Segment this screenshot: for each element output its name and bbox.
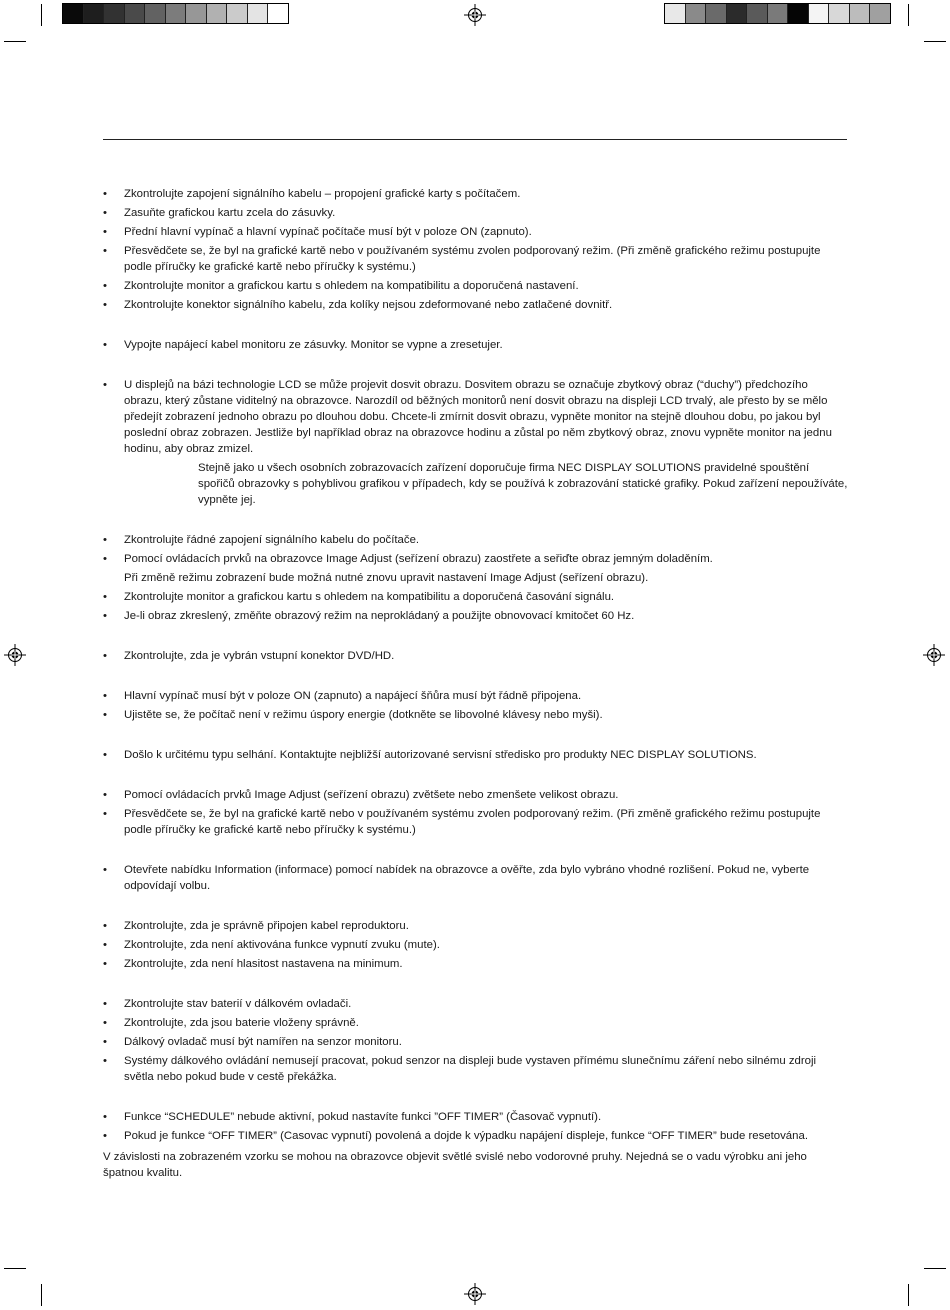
section-1 <box>103 186 848 313</box>
color-swatch <box>686 4 707 23</box>
color-swatch <box>207 4 228 23</box>
color-swatch <box>809 4 830 23</box>
list-item: • Zkontrolujte, zda je vybrán vstupní konektor DVD/HD. <box>103 648 848 664</box>
list-item: • Přední hlavní vypínač a hlavní vypínač počítače musí být v poloze ON (zapnuto). <box>103 224 848 240</box>
section-2 <box>103 337 848 353</box>
color-swatch <box>63 4 84 23</box>
section-4 <box>103 532 848 624</box>
list-item: • Pomocí ovládacích prvků na obrazovce Image Adjust (seřízení obrazu) zaostřete a seřiďte obraz jemným doladěním. <box>103 551 848 567</box>
list-item: • U displejů na bázi technologie LCD se může projevit dosvit obrazu. Dosvitem obrazu se označuje zbytkový obraz (“duchy”) předchozího obrazu, který zůstane viditelný na obrazovce. Narozdíl od běžných monitorů není dosvit obrazu na displeji LCD trvalý, ale přesto by se mělo předejít zobrazení jednoho obrazu po dlouhou dobu. Chcete-li zmírnit dosvit obrazu, vypněte monitor na stejně dlouhou dobu, po jakou byl poslední obraz zobrazen. Jestliže byl například obraz na obrazovce hodinu a zůstal po něm zbytkový obraz, znovu vypněte monitor na jednu hodinu, aby obraz zmizel. <box>103 377 848 457</box>
list-item: • Zkontrolujte stav baterií v dálkovém ovladači. <box>103 996 848 1012</box>
grayscale-swatch-bar-left <box>62 3 289 24</box>
grayscale-swatch-bar-right <box>664 3 891 24</box>
color-swatch <box>104 4 125 23</box>
color-swatch <box>248 4 269 23</box>
section-7 <box>103 747 848 763</box>
header-rule <box>103 139 847 140</box>
final-paragraph: V závislosti na zobrazeném vzorku se mohou na obrazovce objevit světlé svislé nebo vodorovné pruhy. Nejedná se o vadu výrobku ani jeho špatnou kvalitu. <box>103 1151 807 1179</box>
note-paragraph: Stejně jako u všech osobních zobrazovacích zařízení doporučuje firma NEC DISPLAY SOLUTIONS pravidelné spouštění spořičů obrazovky s pohyblivou grafikou v případech, kdy se používá k zobrazování statické grafiky. Pokud zařízení nepoužíváte, vypněte jej. <box>198 462 848 506</box>
list-item: • Funkce “SCHEDULE” nebude aktivní, pokud nastavíte funkci ”OFF TIMER” (Časovač vypnutí). <box>103 1109 848 1125</box>
list-item: • Zkontrolujte konektor signálního kabelu, zda kolíky nejsou zdeformované nebo zatlačené dovnitř. <box>103 297 848 313</box>
registration-mark-left-icon <box>4 644 26 666</box>
section-10 <box>103 918 848 972</box>
section-8 <box>103 787 848 838</box>
color-swatch <box>747 4 768 23</box>
section-6 <box>103 688 848 723</box>
list-item: • Ujistěte se, že počítač není v režimu úspory energie (dotkněte se libovolné klávesy nebo myši). <box>103 707 848 723</box>
color-swatch <box>166 4 187 23</box>
color-swatch <box>227 4 248 23</box>
list-item: • Systémy dálkového ovládání nemusejí pracovat, pokud senzor na displeji bude vystaven přímému slunečnímu záření nebo silnému zdroji světla nebo pokud bude v cestě překážka. <box>103 1053 848 1085</box>
color-swatch <box>829 4 850 23</box>
section-11 <box>103 996 848 1085</box>
list-item: • Zkontrolujte, zda jsou baterie vloženy správně. <box>103 1015 848 1031</box>
list-item-continuation: Při změně režimu zobrazení bude možná nutné znovu upravit nastavení Image Adjust (seřízení obrazu). <box>124 572 649 584</box>
crop-mark-top-right-horizontal <box>924 41 946 42</box>
list-item: • Pomocí ovládacích prvků Image Adjust (seřízení obrazu) zvětšete nebo zmenšete velikost obrazu. <box>103 787 848 803</box>
crop-mark-bottom-right-vertical <box>908 1284 909 1306</box>
list-item: • Zasuňte grafickou kartu zcela do zásuvky. <box>103 205 848 221</box>
list-item: • Zkontrolujte monitor a grafickou kartu s ohledem na kompatibilitu a doporučená nastavení. <box>103 278 848 294</box>
list-item: • Zkontrolujte monitor a grafickou kartu s ohledem na kompatibilitu a doporučená časování signálu. <box>103 589 848 605</box>
section-3 <box>103 377 848 508</box>
color-swatch <box>84 4 105 23</box>
registration-mark-top-icon <box>464 4 486 26</box>
list-item: • Otevřete nabídku Information (informace) pomocí nabídek na obrazovce a ověřte, zda bylo vybráno vhodné rozlišení. Pokud ne, vyberte odpovídají volbu. <box>103 862 848 894</box>
color-swatch <box>870 4 890 23</box>
color-swatch <box>145 4 166 23</box>
crop-mark-bottom-right-horizontal <box>924 1268 946 1269</box>
color-swatch <box>186 4 207 23</box>
list-item: • Zkontrolujte, zda není hlasitost nastavena na minimum. <box>103 956 848 972</box>
registration-mark-bottom-icon <box>464 1283 486 1305</box>
section-9 <box>103 862 848 894</box>
list-item: • Zkontrolujte, zda není aktivována funkce vypnutí zvuku (mute). <box>103 937 848 953</box>
color-swatch <box>768 4 789 23</box>
color-swatch <box>727 4 748 23</box>
list-item: • Došlo k určitému typu selhání. Kontaktujte nejbližší autorizované servisní středisko pro produkty NEC DISPLAY SOLUTIONS. <box>103 747 848 763</box>
list-item: • Je-li obraz zkreslený, změňte obrazový režim na neprokládaný a použijte obnovovací kmitočet 60 Hz. <box>103 608 848 624</box>
list-item: • Zkontrolujte, zda je správně připojen kabel reproduktoru. <box>103 918 848 934</box>
section-5 <box>103 648 848 664</box>
crop-mark-bottom-left-horizontal <box>4 1268 26 1269</box>
troubleshooting-content <box>103 186 848 1181</box>
color-swatch <box>706 4 727 23</box>
section-12 <box>103 1109 848 1144</box>
color-swatch <box>788 4 809 23</box>
list-item: • Přesvědčete se, že byl na grafické kartě nebo v používaném systému zvolen podporovaný režim. (Při změně grafického režimu postupujte podle příručky ke grafické kartě nebo příručky k systému.) <box>103 243 848 275</box>
list-item: • Hlavní vypínač musí být v poloze ON (zapnuto) a napájecí šňůra musí být řádně připojena. <box>103 688 848 704</box>
list-item: • Přesvědčete se, že byl na grafické kartě nebo v používaném systému zvolen podporovaný režim. (Při změně grafického režimu postupujte podle příručky ke grafické kartě nebo příručky k systému.) <box>103 806 848 838</box>
color-swatch <box>850 4 871 23</box>
list-item: • Vypojte napájecí kabel monitoru ze zásuvky. Monitor se vypne a zresetujer. <box>103 337 848 353</box>
color-swatch <box>268 4 288 23</box>
crop-mark-top-left-horizontal <box>4 41 26 42</box>
registration-mark-right-icon <box>923 644 945 666</box>
list-item: • Zkontrolujte řádné zapojení signálního kabelu do počítače. <box>103 532 848 548</box>
list-item: • Zkontrolujte zapojení signálního kabelu – propojení grafické karty s počítačem. <box>103 186 848 202</box>
crop-mark-top-left-vertical <box>41 4 42 26</box>
color-swatch <box>665 4 686 23</box>
crop-mark-bottom-left-vertical <box>41 1284 42 1306</box>
list-item: • Pokud je funkce “OFF TIMER” (Casovac vypnutí) povolená a dojde k výpadku napájení displeje, funkce “OFF TIMER” bude resetována. <box>103 1128 848 1144</box>
list-item: • Dálkový ovladač musí být namířen na senzor monitoru. <box>103 1034 848 1050</box>
crop-mark-top-right-vertical <box>908 4 909 26</box>
color-swatch <box>125 4 146 23</box>
